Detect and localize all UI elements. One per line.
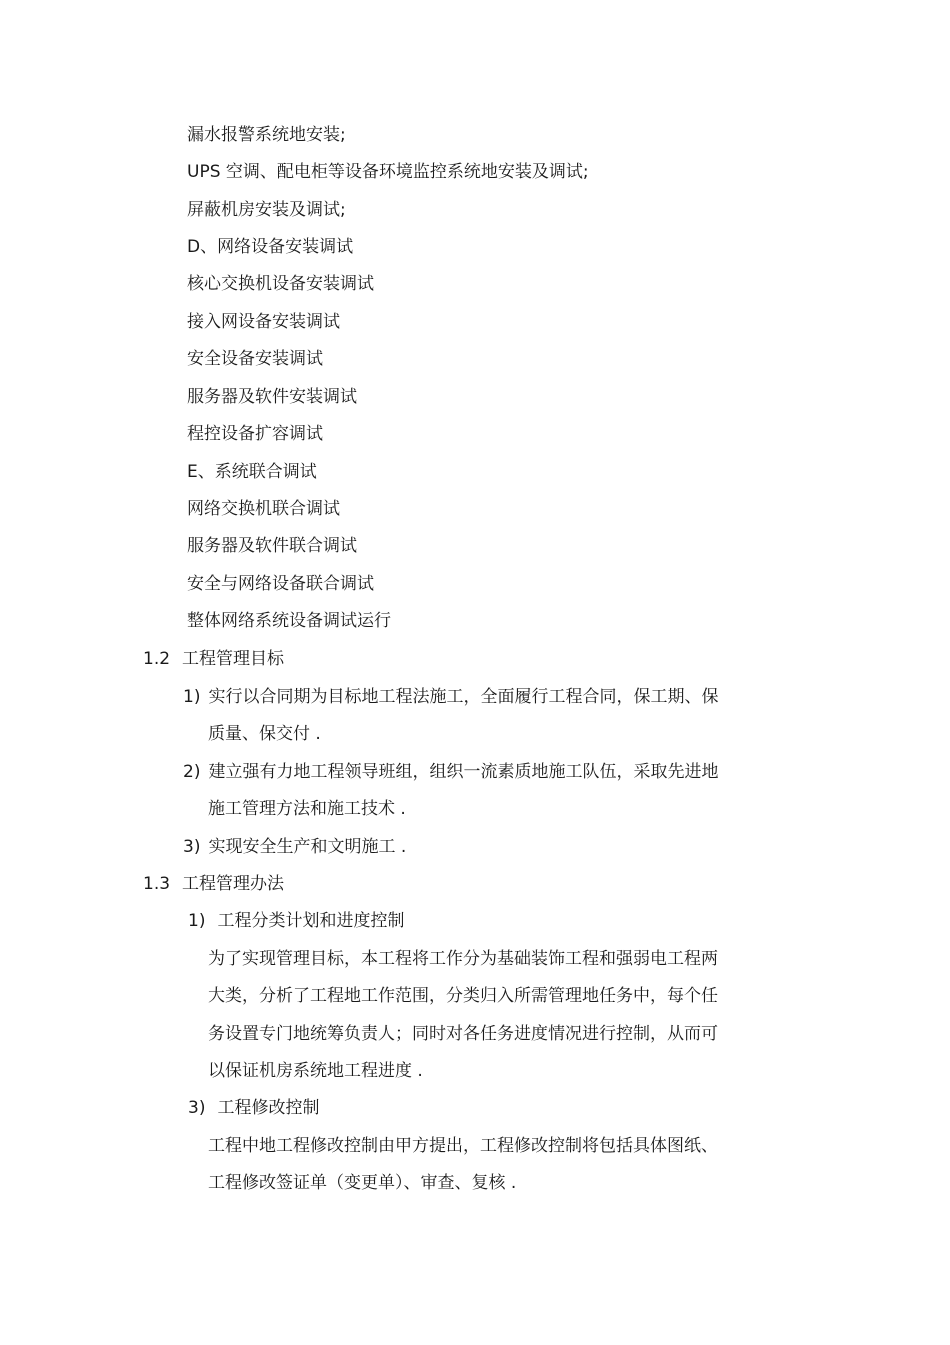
list-line: 安全设备安装调试 [187, 349, 323, 369]
paragraph-line: 大类，分析了工程地工作范围，分类归入所需管理地任务中，每个任 [208, 986, 718, 1006]
paragraph-line: 以保证机房系统地工程进度 . [208, 1061, 423, 1081]
subsection-heading [188, 1097, 319, 1119]
item-text: 实行以合同期为目标地工程法施工，全面履行工程合同，保工期、保 [208, 687, 719, 707]
paragraph-line: 工程修改签证单（变更单）、审查、复核 . [208, 1173, 517, 1193]
list-line: 程控设备扩容调试 [187, 424, 323, 444]
list-line: UPS 空调、配电柜等设备环境监控系统地安装及调试; [187, 162, 589, 182]
list-line: 服务器及软件安装调试 [187, 387, 357, 407]
section-heading-1-3 [143, 873, 284, 895]
list-line: 安全与网络设备联合调试 [187, 574, 374, 594]
section-title: 工程管理办法 [182, 874, 285, 894]
section-number: 1.3 [143, 874, 171, 894]
section-number: 1.2 [143, 649, 171, 669]
subsection-title: 工程修改控制 [217, 1098, 320, 1118]
list-line: 屏蔽机房安装及调试; [187, 200, 346, 220]
list-line: 服务器及软件联合调试 [187, 536, 357, 556]
section-heading-1-2 [143, 648, 284, 670]
item-text: 实现安全生产和文明施工 . [208, 837, 407, 857]
list-line: 核心交换机设备安装调试 [187, 274, 374, 294]
item-number: 3) [188, 1098, 206, 1118]
item-number: 1) [183, 687, 201, 707]
item-number: 3) [183, 837, 201, 857]
list-line: 整体网络系统设备调试运行 [187, 611, 391, 631]
item-continuation: 施工管理方法和施工技术 . [208, 799, 406, 819]
paragraph-line: 为了实现管理目标，本工程将工作分为基础装饰工程和强弱电工程两 [208, 949, 718, 969]
list-line: E、系统联合调试 [187, 462, 317, 482]
list-line: 漏水报警系统地安装; [187, 125, 346, 145]
section-title: 工程管理目标 [182, 649, 285, 669]
list-line: D、网络设备安装调试 [187, 237, 354, 257]
paragraph-line: 工程中地工程修改控制由甲方提出，工程修改控制将包括具体图纸、 [208, 1136, 718, 1156]
list-line: 网络交换机联合调试 [187, 499, 340, 519]
numbered-item [183, 836, 406, 858]
item-continuation: 质量、保交付 . [208, 724, 321, 744]
subsection-heading [188, 910, 404, 932]
numbered-item [183, 761, 718, 783]
paragraph-line: 务设置专门地统筹负责人；同时对各任务进度情况进行控制，从而可 [208, 1024, 718, 1044]
item-text: 建立强有力地工程领导班组，组织一流素质地施工队伍，采取先进地 [208, 762, 719, 782]
item-number: 2) [183, 762, 201, 782]
numbered-item [183, 686, 718, 708]
list-line: 接入网设备安装调试 [187, 312, 340, 332]
subsection-title: 工程分类计划和进度控制 [217, 911, 405, 931]
item-number: 1) [188, 911, 206, 931]
